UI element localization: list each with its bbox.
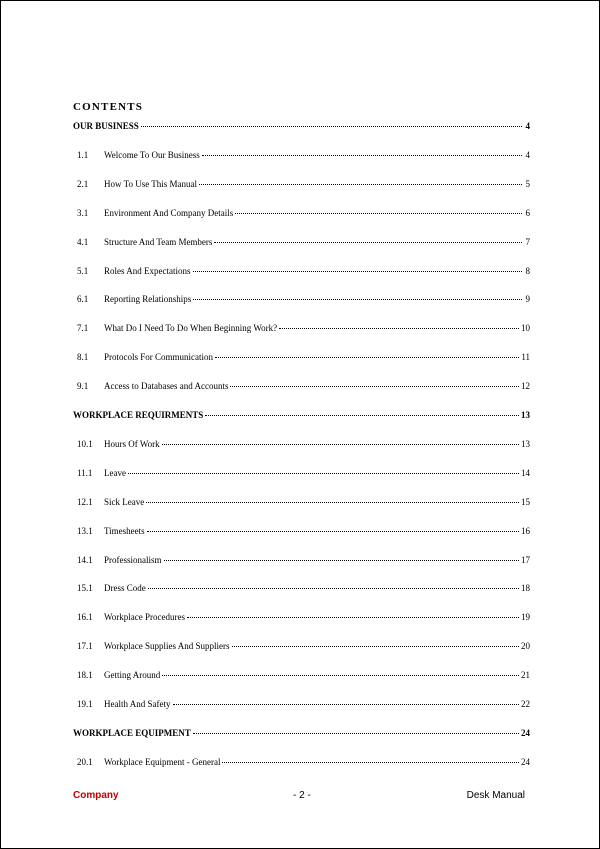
footer-manual-title: Desk Manual — [466, 790, 525, 801]
toc-section-entry[interactable] — [73, 120, 530, 133]
toc-entry[interactable] — [73, 756, 530, 769]
toc-section-entry[interactable] — [73, 727, 530, 740]
toc-dot-leader — [202, 155, 522, 156]
toc-entry-label: WORKPLACE EQUIPMENT — [73, 727, 191, 738]
toc-entry-page: 5 — [525, 178, 530, 189]
toc-entry-page: 24 — [521, 727, 530, 738]
toc-entry-label: Timesheets — [104, 525, 145, 536]
toc-entry[interactable] — [73, 496, 530, 509]
toc-entry-page: 22 — [521, 699, 530, 710]
toc-entry-number: 10.1 — [77, 439, 93, 450]
toc-entry-label: WORKPLACE REQUIRMENTS — [73, 410, 204, 421]
toc-title: CONTENTS — [73, 101, 144, 113]
toc-entry-number: 9.1 — [77, 381, 89, 392]
toc-entry-label: Structure And Team Members — [104, 236, 213, 247]
toc-entry-page: 12 — [521, 381, 530, 392]
toc-entry-label: Leave — [104, 467, 126, 478]
toc-dot-leader — [148, 588, 519, 589]
toc-entry-number: 17.1 — [77, 641, 93, 652]
toc-entry-number: 14.1 — [77, 554, 93, 565]
toc-entry-page: 24 — [521, 756, 530, 767]
toc-entry-page: 11 — [521, 352, 530, 363]
toc-entry-page: 9 — [525, 294, 530, 305]
toc-entry-page: 6 — [525, 207, 530, 218]
toc-dot-leader — [199, 184, 522, 185]
toc-dot-leader — [222, 762, 519, 763]
toc-entry-page: 4 — [525, 121, 530, 131]
toc-entry-number: 1.1 — [77, 150, 89, 160]
toc-entry[interactable] — [73, 322, 530, 335]
toc-entry[interactable] — [73, 293, 530, 306]
toc-entry-page: 7 — [525, 236, 530, 247]
toc-dot-leader — [128, 473, 519, 474]
toc-entry-label: Workplace Supplies And Suppliers — [104, 641, 230, 652]
toc-entry-label: How To Use This Manual — [104, 178, 198, 189]
toc-entry-page: 20 — [521, 641, 530, 652]
toc-entry-number: 19.1 — [77, 699, 93, 710]
toc-entry-number: 15.1 — [77, 583, 93, 594]
toc-dot-leader — [279, 328, 519, 329]
toc-entry-label: Professionalism — [104, 554, 162, 565]
toc-dot-leader — [187, 617, 519, 618]
toc-dot-leader — [193, 733, 519, 734]
toc-dot-leader — [193, 271, 523, 272]
toc-dot-leader — [193, 299, 522, 300]
toc-entry-page: 14 — [521, 467, 530, 478]
toc-entry-number: 5.1 — [77, 265, 89, 276]
toc-entry-page: 21 — [521, 670, 530, 681]
footer-company: Company — [73, 790, 119, 801]
toc-dot-leader — [214, 242, 522, 243]
toc-entry-number: 7.1 — [77, 323, 89, 334]
toc-entry-label: Access to Databases and Accounts — [104, 381, 229, 392]
toc-entry-label: Dress Code — [104, 583, 146, 594]
toc-dot-leader — [230, 386, 519, 387]
toc-entry-label: Welcome To Our Business — [104, 150, 200, 160]
toc-entry-page: 19 — [521, 612, 530, 623]
toc-entry[interactable] — [73, 525, 530, 538]
toc-dot-leader — [215, 357, 519, 358]
toc-entry[interactable] — [73, 438, 530, 451]
toc-entry-number: 20.1 — [77, 756, 93, 767]
toc-section-entry[interactable] — [73, 409, 530, 422]
toc-entry[interactable] — [73, 640, 530, 653]
toc-entry-label: Protocols For Communication — [104, 352, 213, 363]
toc-entry-label: What Do I Need To Do When Beginning Work? — [104, 323, 278, 334]
toc-entry-page: 13 — [521, 439, 530, 450]
toc-dot-leader — [164, 560, 520, 561]
toc-entry-label: Getting Around — [104, 670, 161, 681]
toc-entry[interactable] — [73, 265, 530, 278]
toc-entry-label: Roles And Expectations — [104, 265, 191, 276]
toc-entry-number: 3.1 — [77, 207, 89, 218]
toc-entry-number: 4.1 — [77, 236, 89, 247]
toc-entry[interactable] — [73, 669, 530, 682]
toc-dot-leader — [162, 675, 519, 676]
toc-entry-label: Reporting Relationships — [104, 294, 192, 305]
toc-entry-page: 16 — [521, 525, 530, 536]
toc-entry-label: Workplace Procedures — [104, 612, 185, 623]
toc-entry[interactable] — [73, 698, 530, 711]
toc-entry-page: 15 — [521, 496, 530, 507]
toc-entry[interactable] — [73, 611, 530, 624]
table-of-contents — [73, 120, 530, 785]
toc-dot-leader — [146, 502, 519, 503]
toc-entry-number: 2.1 — [77, 178, 89, 189]
toc-entry-number: 18.1 — [77, 670, 93, 681]
toc-dot-leader — [232, 646, 519, 647]
toc-entry-label: Environment And Company Details — [104, 207, 234, 218]
toc-entry[interactable] — [73, 178, 530, 191]
toc-entry-number: 16.1 — [77, 612, 93, 623]
toc-entry-label: OUR BUSINESS — [73, 121, 139, 131]
toc-entry[interactable] — [73, 554, 530, 567]
toc-entry[interactable] — [73, 351, 530, 364]
toc-entry-label: Workplace Equipment - General — [104, 756, 221, 767]
toc-entry[interactable] — [73, 467, 530, 480]
toc-entry[interactable] — [73, 582, 530, 595]
toc-entry-page: 10 — [521, 323, 530, 334]
toc-entry[interactable] — [73, 207, 530, 220]
toc-entry-label: Health And Safety — [104, 699, 171, 710]
toc-dot-leader — [162, 444, 519, 445]
toc-entry-page: 13 — [521, 410, 530, 421]
toc-dot-leader — [205, 415, 519, 416]
toc-entry-label: Hours Of Work — [104, 439, 160, 450]
toc-entry-page: 4 — [525, 150, 530, 160]
page-footer — [73, 790, 525, 804]
toc-entry[interactable] — [73, 380, 530, 393]
toc-entry-label: Sick Leave — [104, 496, 145, 507]
toc-entry-number: 12.1 — [77, 496, 93, 507]
toc-entry[interactable] — [73, 149, 530, 162]
toc-entry-page: 17 — [521, 554, 530, 565]
toc-entry-number: 11.1 — [77, 467, 93, 478]
toc-dot-leader — [147, 531, 519, 532]
toc-dot-leader — [141, 126, 522, 127]
toc-dot-leader — [173, 704, 520, 705]
toc-entry-number: 6.1 — [77, 294, 89, 305]
footer-page-number: - 2 - — [293, 790, 311, 801]
toc-entry-number: 8.1 — [77, 352, 89, 363]
toc-entry-page: 8 — [525, 265, 530, 276]
toc-entry[interactable] — [73, 236, 530, 249]
toc-entry-page: 18 — [521, 583, 530, 594]
toc-entry-number: 13.1 — [77, 525, 93, 536]
toc-dot-leader — [235, 213, 522, 214]
